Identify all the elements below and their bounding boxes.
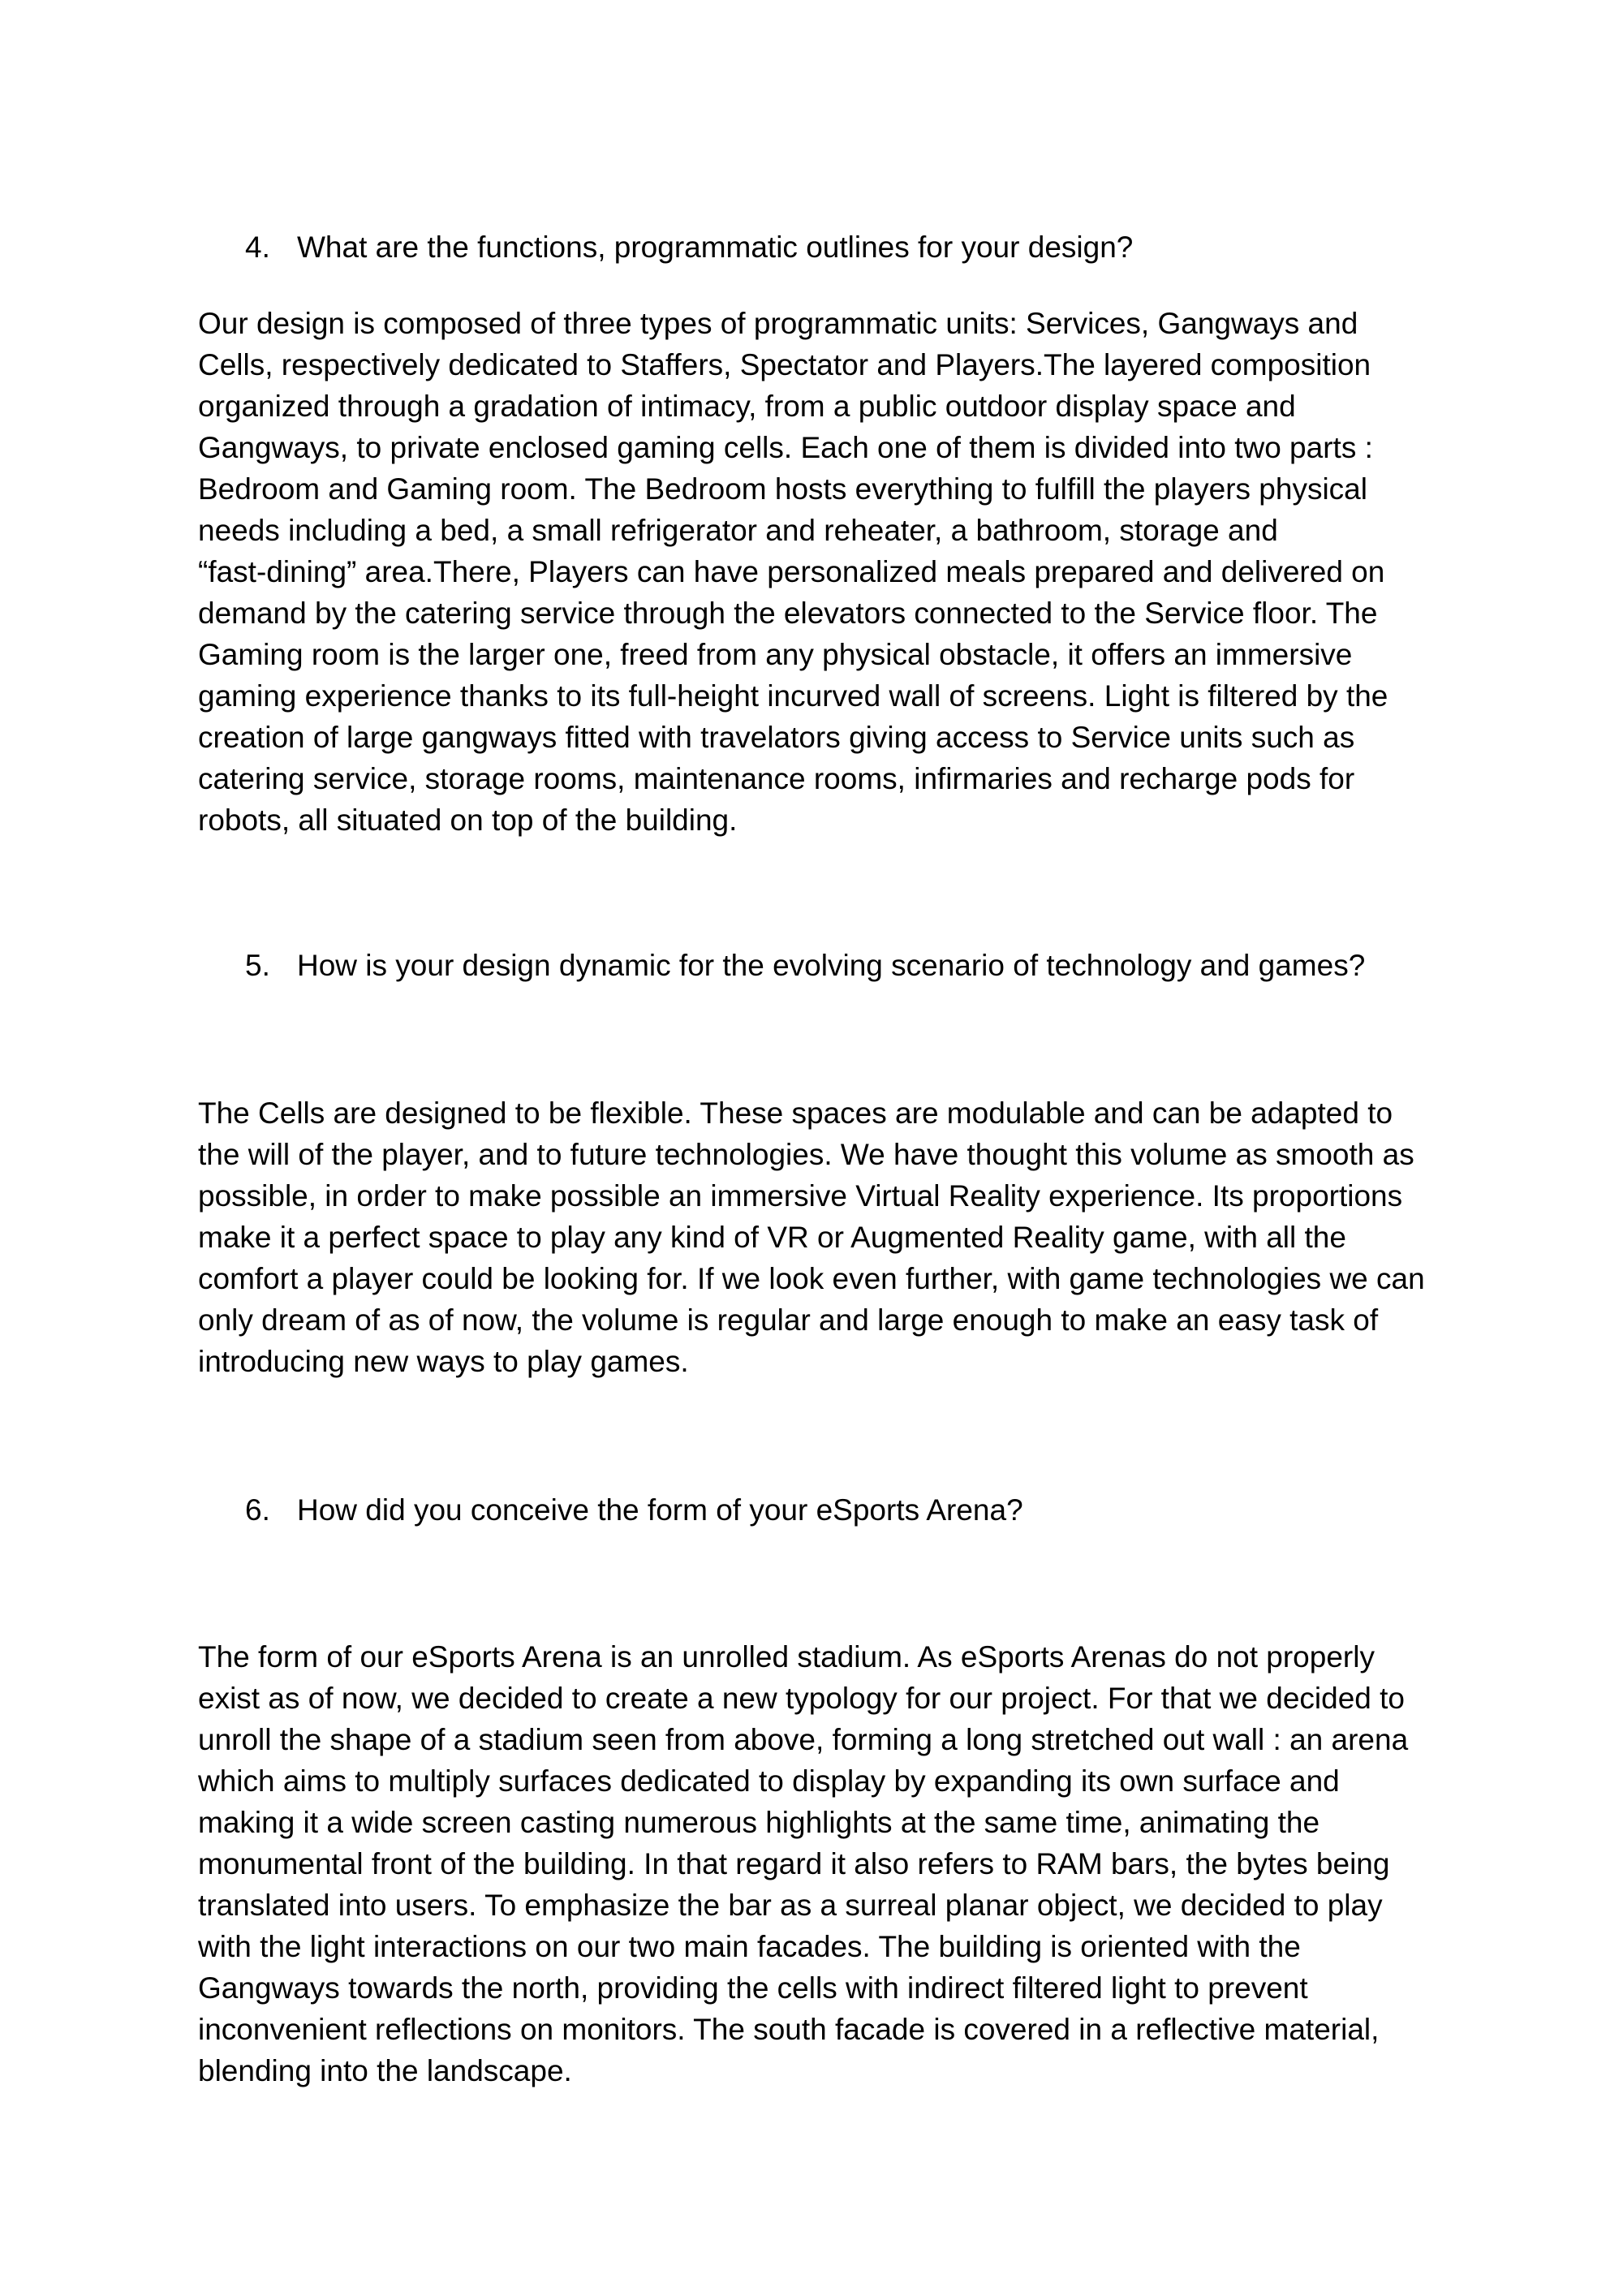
answer-line: inconvenient reflections on monitors. The south facade is covered in a reflective material, <box>198 2013 1380 2046</box>
question-4 <box>245 227 1543 268</box>
question-number: 5. <box>245 949 270 982</box>
question-number: 6. <box>245 1493 270 1527</box>
answer-line: “fast-dining” area.There, Players can have personalized meals prepared and delivered on <box>198 555 1385 588</box>
question-6 <box>245 1490 1543 1531</box>
answer-6 <box>198 1636 1480 2091</box>
question-text: How did you conceive the form of your eSports Arena? <box>297 1493 1023 1527</box>
answer-5 <box>198 1092 1480 1382</box>
answer-line: gaming experience thanks to its full-height incurved wall of screens. Light is filtered by the <box>198 679 1388 713</box>
answer-line: translated into users. To emphasize the bar as a surreal planar object, we decided to play <box>198 1889 1383 1922</box>
answer-line: organized through a gradation of intimacy, from a public outdoor display space and <box>198 390 1296 423</box>
answer-line: creation of large gangways fitted with travelators giving access to Service units such as <box>198 721 1355 754</box>
answer-line: catering service, storage rooms, maintenance rooms, infirmaries and recharge pods for <box>198 762 1355 795</box>
answer-line: Gangways, to private enclosed gaming cells. Each one of them is divided into two parts : <box>198 431 1373 464</box>
answer-line: Our design is composed of three types of programmatic units: Services, Gangways and <box>198 307 1358 340</box>
answer-line: introducing new ways to play games. <box>198 1345 689 1378</box>
answer-line: Cells, respectively dedicated to Staffers, Spectator and Players.The layered composition <box>198 348 1371 381</box>
answer-line: possible, in order to make possible an immersive Virtual Reality experience. Its proportions <box>198 1179 1403 1213</box>
answer-line: the will of the player, and to future technologies. We have thought this volume as smooth as <box>198 1138 1414 1171</box>
answer-line: which aims to multiply surfaces dedicated to display by expanding its own surface and <box>198 1764 1340 1798</box>
answer-line: Gaming room is the larger one, freed from any physical obstacle, it offers an immersive <box>198 638 1353 671</box>
answer-line: demand by the catering service through the elevators connected to the Service floor. The <box>198 597 1378 630</box>
answer-line: The Cells are designed to be flexible. These spaces are modulable and can be adapted to <box>198 1096 1393 1130</box>
answer-line: comfort a player could be looking for. If we look even further, with game technologies we can <box>198 1262 1425 1295</box>
answer-line: make it a perfect space to play any kind of VR or Augmented Reality game, with all the <box>198 1221 1346 1254</box>
answer-line: making it a wide screen casting numerous highlights at the same time, animating the <box>198 1806 1320 1839</box>
question-5 <box>245 946 1543 986</box>
answer-line: unroll the shape of a stadium seen from above, forming a long stretched out wall : an arena <box>198 1723 1409 1756</box>
answer-line: with the light interactions on our two main facades. The building is oriented with the <box>198 1930 1301 1963</box>
answer-line: The form of our eSports Arena is an unrolled stadium. As eSports Arenas do not properly <box>198 1640 1375 1674</box>
answer-line: robots, all situated on top of the building. <box>198 803 738 837</box>
answer-line: Bedroom and Gaming room. The Bedroom hosts everything to fulfill the players physical <box>198 472 1367 506</box>
answer-line: exist as of now, we decided to create a new typology for our project. For that we decided to <box>198 1682 1405 1715</box>
answer-4 <box>198 303 1480 841</box>
answer-line: only dream of as of now, the volume is regular and large enough to make an easy task of <box>198 1303 1379 1337</box>
answer-line: monumental front of the building. In that regard it also refers to RAM bars, the bytes being <box>198 1847 1390 1880</box>
question-text: How is your design dynamic for the evolving scenario of technology and games? <box>297 949 1366 982</box>
question-number: 4. <box>245 230 270 264</box>
answer-line: blending into the landscape. <box>198 2054 572 2087</box>
answer-line: Gangways towards the north, providing the cells with indirect filtered light to prevent <box>198 1971 1308 2005</box>
answer-line: needs including a bed, a small refrigerator and reheater, a bathroom, storage and <box>198 514 1278 547</box>
question-text: What are the functions, programmatic outlines for your design? <box>297 230 1134 264</box>
